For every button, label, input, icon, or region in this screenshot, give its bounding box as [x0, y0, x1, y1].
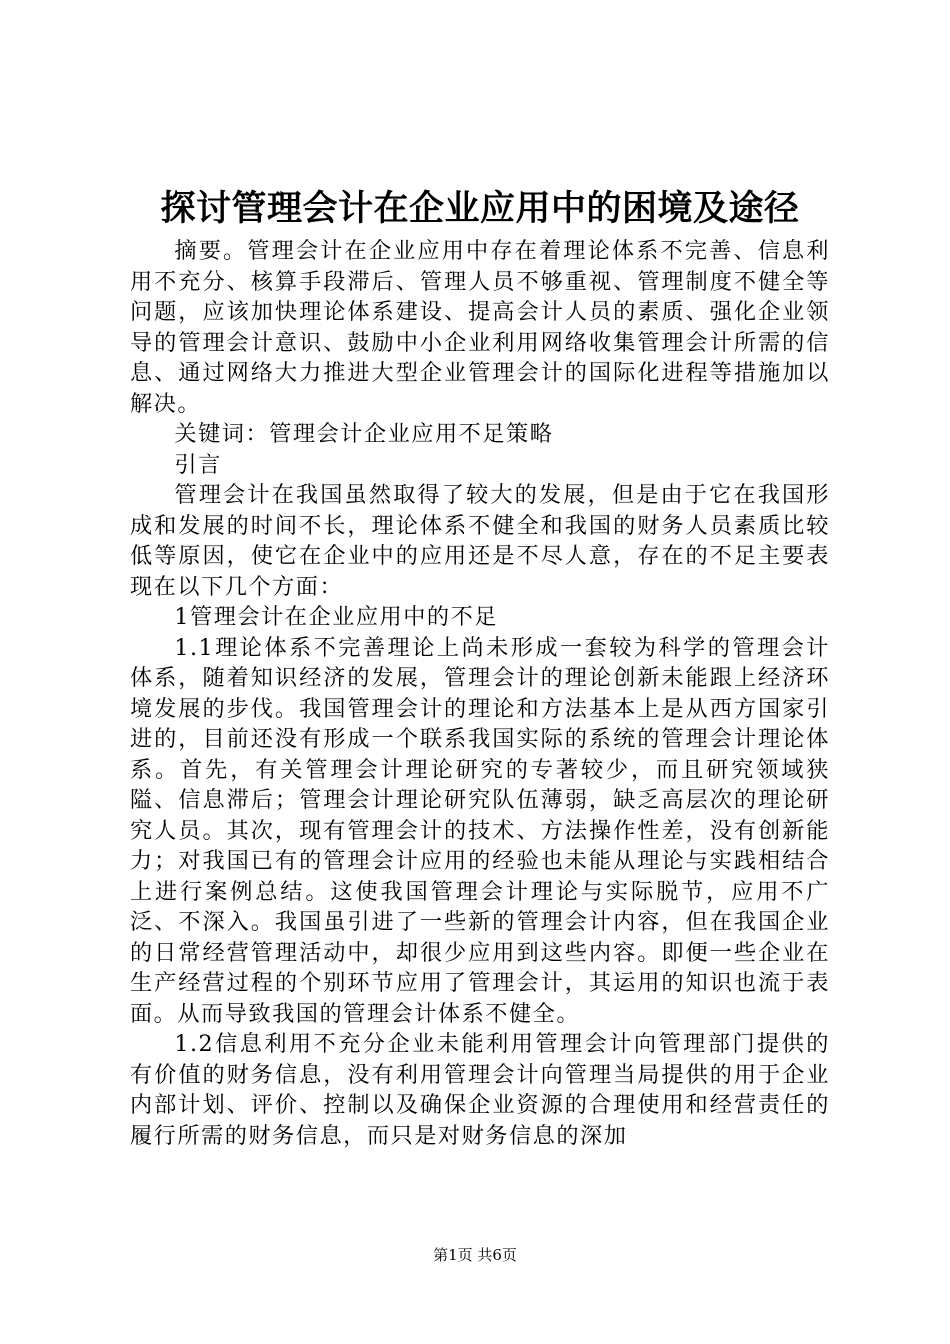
- keywords-paragraph: 关键词：管理会计企业应用不足策略: [174, 421, 554, 447]
- section-heading-1: 1管理会计在企业应用中的不足: [174, 604, 498, 630]
- document-title: 探讨管理会计在企业应用中的困境及途径: [160, 188, 800, 229]
- intro-heading: 引言: [174, 451, 222, 478]
- intro-paragraph: 管理会计在我国虽然取得了较大的发展，但是由于它在我国形成和发展的时间不长，理论体系不健全和我国的财务人员素质比较低等原因，使它在企业中的应用还是不尽人意，存在的不足主要表现在以下几个方面：: [130, 482, 830, 600]
- section-1-2-paragraph: 1.2信息利用不充分企业未能利用管理会计向管理部门提供的有价值的财务信息，没有利用管理会计向管理当局提供的用于企业内部计划、评价、控制以及确保企业资源的合理使用和经营责任的履行所需的财务信息，而只是对财务信息的深加: [130, 1031, 830, 1149]
- section-1-1-paragraph: 1.1理论体系不完善理论上尚未形成一套较为科学的管理会计体系，随着知识经济的发展，管理会计的理论创新未能跟上经济环境发展的步伐。我国管理会计的理论和方法基本上是从西方国家引进的，目前还没有形成一个联系我国实际的系统的管理会计理论体系。首先，有关管理会计理论研究的专著较少，而且研究领域狭隘、信息滞后；管理会计理论研究队伍薄弱，缺乏高层次的理论研究人员。其次，现有管理会计的技术、方法操作性差，没有创新能力；对我国已有的管理会计应用的经验也未能从理论与实践相结合上进行案例总结。这使我国管理会计理论与实际脱节，应用不广泛、不深入。我国虽引进了一些新的管理会计内容，但在我国企业的日常经营管理活动中，却很少应用到这些内容。即便一些企业在生产经营过程的个别环节应用了管理会计，其运用的知识也流于表面。从而导致我国的管理会计体系不健全。: [130, 634, 830, 1027]
- page-footer: 第1页 共6页: [433, 1246, 517, 1264]
- document-page: [130, 186, 830, 1151]
- abstract-paragraph: 摘要。管理会计在企业应用中存在着理论体系不完善、信息利用不充分、核算手段滞后、管理人员不够重视、管理制度不健全等问题，应该加快理论体系建设、提高会计人员的素质、强化企业领导的管理会计意识、鼓励中小企业利用网络收集管理会计所需的信息、通过网络大力推进大型企业管理会计的国际化进程等措施加以解决。: [130, 238, 830, 417]
